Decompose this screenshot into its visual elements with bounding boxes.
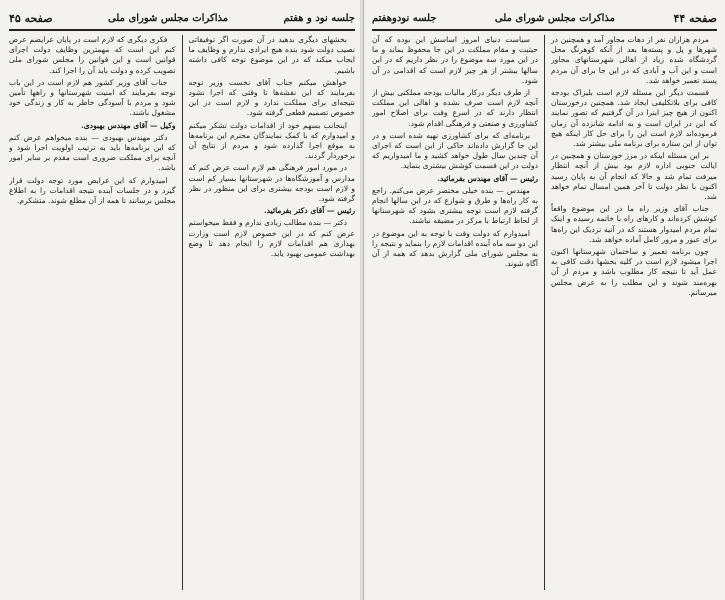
paragraph: جناب آقای وزیر کشور هم لازم است در این باب توجه بفرمایند که امنیت شهرستانها و راهها تأمین شود و مردم با آسودگی خاطر به کار و زندگی خود مشغول باشند. [9,77,176,118]
right-page [363,0,725,600]
right-page-columns [372,35,717,590]
paragraph: از طرف دیگر درکار مالیات بودجه مملکتی بیش از آنچه لازم است صرف نشده و اهالی این مملکت انتظار دارند که در اسرع وقت برای اصلاح امور کشاورزی و صنعتی و فرهنگی اقدام شود. [372,88,538,128]
paragraph: در مورد امور فرهنگی هم لازم است عرض کنم که مدارس و آموزشگاه‌ها در شهرستانها بسیار کم است و لازم است بودجه بیشتری برای این منظور در نظر گرفته شود. [188,163,355,204]
column-divider [182,35,183,590]
left-page-columns [9,35,355,590]
right-page-session: جلسه نودوهفتم [372,12,437,24]
right-page-header [372,10,717,31]
right-page-column-1 [551,35,717,590]
left-page-title: مذاکرات مجلس شورای ملی [107,12,229,24]
paragraph: خواهش میکنم جناب آقای نخست وزیر توجه بفرمایند که این نقشه‌ها تا وقتی که اجرا نشود نتیجه‌ای برای مملکت ندارد و لازم است در این خصوص تصمیم قطعی گرفته شود. [188,77,355,118]
paragraph: دکتر — بنده مطالب زیادی ندارم و فقط میخواستم عرض کنم که در این خصوص لازم است وزارت بهداری هم اقدامات لازم را انجام دهد تا وضع بهداشت عمومی بهبود یابد. [188,218,355,259]
paragraph: مردم هزاران نفر از دهات مجاور آمد و همچنین در شهرها و پل و پسته‌ها بعد از آنکه کوهرنگ محل گردشگاه شده زیاد از اهالی شهرستانهای مجاور است و این آب و آبادی که در این جا برای آن مردم پسند تعمیر خواهد شد. [551,35,717,85]
speaker-line: رئیس — آقای مهندس بفرمائید. [437,173,538,183]
right-page-number: صفحه ۴۴ [673,11,717,25]
left-page [1,0,363,600]
paragraph: چون برنامه تعمیر و ساختمان شهرستانها اکنون اجرا میشود لازم است در کلیه بخشها دقت کافی به عمل آید تا نتیجه کار مطلوب باشد و مردم از آن بهره‌مند شوند و این مطلب را به عرض مجلس میرسانم. [551,247,717,297]
left-page-session: جلسه نود و هفتم [283,12,355,24]
paragraph: بر این مسئله اینکه در مرز خوزستان و همچنین در ایالت جنوبی اداره لازم بود بیش از آنچه انتظار میرفت تمام شد و حالا که انجام آن به پایان رسید اکنون با نظر دولت تا آخر همین امسال تمام خواهد شد. [551,151,717,202]
column-divider [544,35,545,590]
paragraph: قسمت دیگر این مسئله لازم است بلیزاک بودجه کافی برای بلاتکلیفی ایجاد شد. همچنین درخوزستان اکنون از هیچ چیز اینرا در آن گرفتیم که تصور نمایند که این در ایران است و به ادامه شانزده آن زمان فرموده‌اند لازم است این را برای حل کار اینکه هیچ توان از این ستاره برای برنامه ملی بیشتر شد. [551,88,717,149]
paragraph: دکتر مهندس بهبودی — بنده میخواهم عرض کنم که این برنامه‌ها باید به ترتیب اولویت اجرا شود و آنچه برای مملکت ضروری است مقدم بر سایر امور باشد. [9,132,176,173]
left-page-header [9,10,355,31]
paragraph: امیدوارم که دولت وقت با توجه به این موضوع در این دو سه ماه آینده اقدامات لازم را بنماید و نتیجه را به مجلس شورای ملی گزارش بدهد که همه از آن آگاه شوند. [372,228,538,269]
speaker-line: رئیس — آقای دکتر بفرمائید. [264,206,355,216]
paragraph: جناب آقای وزیر راه ما در این موضوع واقعاً کوشش کرده‌اند و کارهای راه با خاتمه رسیده و اینک تمام مردم امیدوار هستند که در آتیه نزدیک این راه‌ها برای عبور و مرور کامل آماده خواهد شد. [551,204,717,244]
paragraph: امیدوارم که این عرایض مورد توجه دولت قرار گیرد و در جلسات آینده نتیجه اقدامات را به اطلاع مجلس برسانند تا همه از آن مطلع شوند. متشکرم. [9,175,176,206]
left-page-number: صفحه ۴۵ [9,11,53,25]
paragraph: سیاست دنیای امروز اساسش این بوده که آن حیثیت و مقام مملکت در این جا محفوظ بماند و ما در این مورد سه موضوع را در نظر داریم که در این سالها بیشتر از هر چیز لازم است که اقدامی در آن شود. [372,35,538,85]
speaker-line: وکیل — آقای مهندس بهبودی. [81,120,176,130]
paragraph: فکری دیگری که لازم است در پایان عرایضم عرض کنم این است که مهمترین وظایف دولت اجرای قوانین است و این قوانین را مجلس شورای ملی تصویب کرده و دولت باید آن را اجرا کند. [9,35,176,75]
paragraph: مهندس — بنده خیلی مختصر عرض می‌کنم. راجع به کار راه‌ها و طرق و شوارع که در این سالها انجام گرفته لازم است توجه بیشتری بشود که شهرستانها از لحاظ ارتباط با مرکز در مضیقه نباشند. [372,185,538,226]
paragraph: بخشهای دیگری بدهید در آن صورت اگر توفیقاتی نصیب دولت شود بنده هیچ ایرادی ندارم و وظایف ما ایجاب میکند که در این موضوع توجه کافی داشته باشیم. [188,35,355,75]
left-page-column-2 [9,35,176,590]
paragraph: برنامه‌ای که برای کشاورزی تهیه شده است و در این جا گزارش داده‌اند حاکی از این است که اجرای آن چندین سال طول خواهد کشید و ما امیدواریم که دولت در این قسمت کوشش بیشتری بنماید. [372,130,538,171]
right-page-title: مذاکرات مجلس شورای ملی [494,12,616,24]
right-page-column-2 [372,35,538,590]
left-page-column-1 [189,35,356,590]
paragraph: اینجانب بسهم خود از اقدامات دولت تشکر میکنم و امیدوارم که با کمک نمایندگان محترم این برنامه‌ها به موقع اجرا گذارده شود و مردم از نتایج آن برخوردار گردند. [188,120,355,161]
